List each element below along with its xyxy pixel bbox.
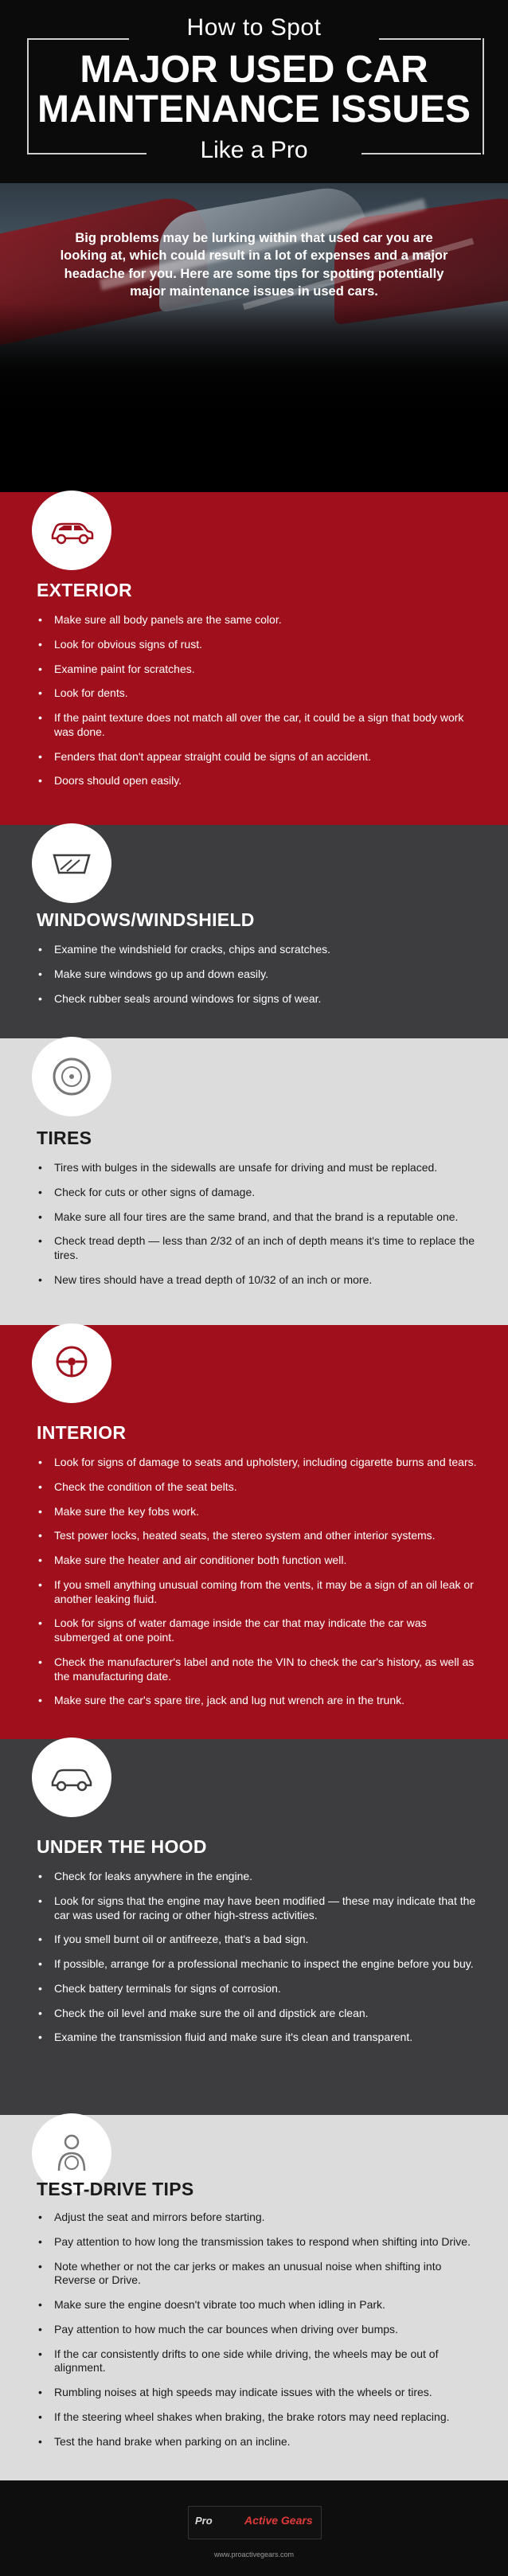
list-item: • Make sure the key fobs work.	[37, 1505, 483, 1519]
list-item: • Look for dents.	[37, 686, 483, 701]
section-title: INTERIOR	[37, 1422, 127, 1443]
windshield-icon	[32, 823, 111, 903]
list-item: • Tires with bulges in the sidewalls are unsafe for driving and must be replaced.	[37, 1161, 483, 1175]
car-side-icon	[32, 491, 111, 570]
item-list	[37, 2211, 483, 2459]
list-item: • Make sure the heater and air conditioner both function well.	[37, 1554, 483, 1568]
list-item: • If you smell burnt oil or antifreeze, that's a bad sign.	[37, 1933, 483, 1947]
website-link[interactable]: www.proactivegears.com	[213, 2551, 295, 2558]
list-item: • Check for cuts or other signs of damage.	[37, 1186, 483, 1200]
list-item: • Pay attention to how much the car bounces when driving over bumps.	[37, 2323, 483, 2337]
list-item: • If the steering wheel shakes when braking, the brake rotors may need replacing.	[37, 2410, 483, 2425]
title-line-2: MAJOR USED CAR	[80, 49, 428, 91]
list-item: • Adjust the seat and mirrors before starting.	[37, 2211, 483, 2225]
list-item: • Check the oil level and make sure the oil and dipstick are clean.	[37, 2007, 483, 2021]
item-list	[37, 1456, 483, 1718]
section-test-drive	[0, 2115, 508, 2480]
item-list	[37, 613, 483, 799]
list-item: • Check battery terminals for signs of corrosion.	[37, 1982, 483, 1996]
title-line-1: How to Spot	[186, 14, 322, 41]
header	[0, 0, 508, 183]
section-windows	[0, 825, 508, 1038]
list-item: • Check the condition of the seat belts.	[37, 1480, 483, 1495]
intro-text: Big problems may be lurking within that used car you are looking at, which could result in a lot of expenses and a major headache for you. Here are some tips for spotting potentially major maintenance issues in used cars.	[60, 231, 448, 299]
list-item: • Test the hand brake when parking on an incline.	[37, 2435, 483, 2449]
list-item: • Check for leaks anywhere in the engine.	[37, 1870, 483, 1884]
list-item: • Make sure all body panels are the same color.	[37, 613, 483, 627]
list-item: • Make sure windows go up and down easily.	[37, 967, 483, 982]
list-item: • Doors should open easily.	[37, 774, 483, 788]
list-item: • Examine paint for scratches.	[37, 663, 483, 677]
photo-fade	[0, 303, 508, 492]
footer	[0, 2480, 508, 2576]
list-item: • Test power locks, heated seats, the stereo system and other interior systems.	[37, 1529, 483, 1543]
section-exterior	[0, 492, 508, 825]
list-item: • Make sure the engine doesn't vibrate too much when idling in Park.	[37, 2298, 483, 2312]
list-item: • Examine the transmission fluid and make sure it's clean and transparent.	[37, 2031, 483, 2045]
section-title: UNDER THE HOOD	[37, 1836, 207, 1857]
list-item: • Check the manufacturer's label and note the VIN to check the car's history, as well as the manufacturing date.	[37, 1655, 483, 1684]
car-hood-icon	[32, 1738, 111, 1817]
list-item: • Make sure the car's spare tire, jack and lug nut wrench are in the trunk.	[37, 1694, 483, 1708]
list-item: • Fenders that don't appear straight could be signs of an accident.	[37, 750, 483, 764]
section-tires	[0, 1038, 508, 1325]
section-interior	[0, 1325, 508, 1739]
list-item: • Pay attention to how long the transmission takes to respond when shifting into Drive.	[37, 2235, 483, 2250]
list-item: • Look for signs of water damage inside the car that may indicate the car was submerged at one point.	[37, 1616, 483, 1645]
steering-wheel-icon	[32, 1323, 111, 1403]
section-title: TEST-DRIVE TIPS	[37, 2179, 194, 2199]
list-item: • If the paint texture does not match all over the car, it could be a sign that body work was done.	[37, 711, 483, 740]
list-item: • Note whether or not the car jerks or makes an unusual noise when shifting into Reverse or Drive.	[37, 2260, 483, 2289]
title-line-3: MAINTENANCE ISSUES	[37, 88, 471, 131]
section-title: EXTERIOR	[37, 580, 132, 600]
list-item: • Look for signs that the engine may have been modified — these may indicate that the car was used for racing or other high-stress activities.	[37, 1894, 483, 1923]
logo-brand: Active Gears	[244, 2514, 313, 2527]
list-item: • Look for signs of damage to seats and upholstery, including cigarette burns and tears.	[37, 1456, 483, 1470]
list-item: • Check rubber seals around windows for signs of wear.	[37, 992, 483, 1007]
section-title: WINDOWS/WINDSHIELD	[37, 909, 255, 930]
logo-prefix: Pro	[195, 2515, 213, 2527]
list-item: • Check tread depth — less than 2/32 of an inch of depth means it's time to replace the tires.	[37, 1234, 483, 1263]
list-item: • New tires should have a tread depth of 10/32 of an inch or more.	[37, 1273, 483, 1288]
list-item: • If possible, arrange for a professional mechanic to inspect the engine before you buy.	[37, 1957, 483, 1972]
list-item: • If the car consistently drifts to one side while driving, the wheels may be out of alignment.	[37, 2347, 483, 2376]
item-list	[37, 1870, 483, 2055]
brand-logo[interactable]	[188, 2506, 322, 2539]
list-item: • Rumbling noises at high speeds may indicate issues with the wheels or tires.	[37, 2386, 483, 2400]
list-item: • Look for obvious signs of rust.	[37, 638, 483, 652]
list-item: • If you smell anything unusual coming from the vents, it may be a sign of an oil leak or another leaking fluid.	[37, 1578, 483, 1607]
list-item: • Examine the windshield for cracks, chips and scratches.	[37, 943, 483, 957]
item-list	[37, 1161, 483, 1298]
tire-icon	[32, 1037, 111, 1116]
section-under-hood	[0, 1739, 508, 2115]
item-list	[37, 943, 483, 1016]
list-item: • Make sure all four tires are the same brand, and that the brand is a reputable one.	[37, 1210, 483, 1225]
title-line-4: Like a Pro	[200, 137, 308, 163]
section-title: TIRES	[37, 1128, 92, 1148]
